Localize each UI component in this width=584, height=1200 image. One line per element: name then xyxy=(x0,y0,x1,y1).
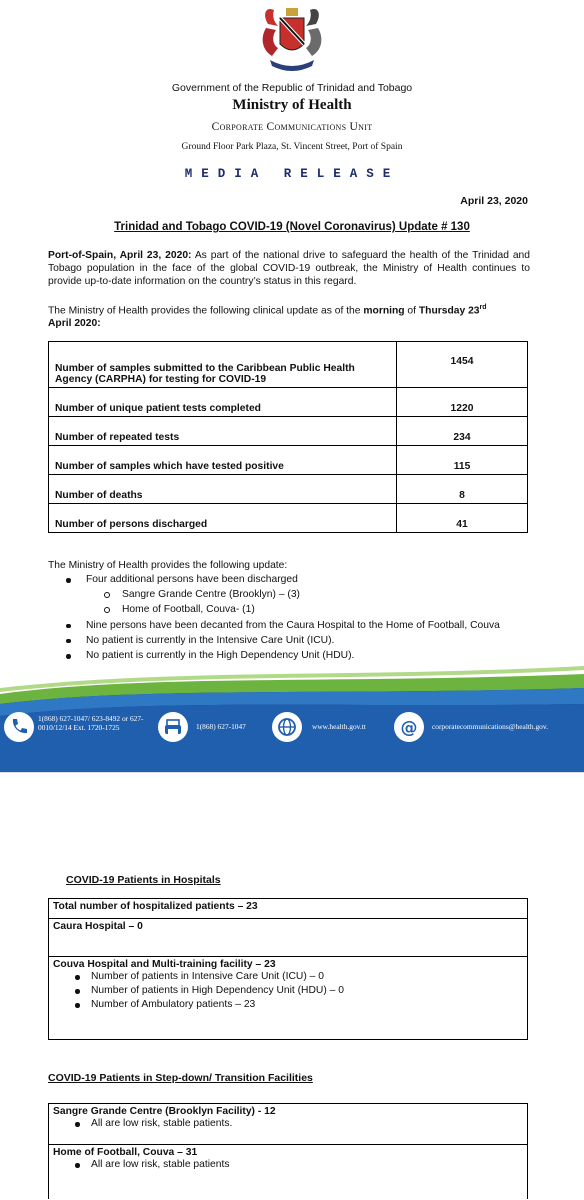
list-item xyxy=(48,587,548,602)
clinical-intro-text: The Ministry of Health provides the following clinical update as of the xyxy=(48,305,364,317)
table-row xyxy=(49,504,528,533)
bullet-icon xyxy=(75,989,80,994)
clinical-intro-day: Thursday 23 xyxy=(418,305,480,317)
table-row xyxy=(49,342,528,388)
list-item-text: All are low risk, stable patients. xyxy=(91,1118,233,1129)
clinical-intro-morning: morning xyxy=(363,305,405,317)
bullet-icon xyxy=(75,1122,80,1127)
list-item-text: No patient is currently in the High Dependency Unit (HDU). xyxy=(86,650,355,662)
stat-label: Number of deaths xyxy=(49,475,397,504)
bullet-icon xyxy=(75,1003,80,1008)
bullet-icon xyxy=(66,654,71,659)
list-item-text: No patient is currently in the Intensive Care Unit (ICU). xyxy=(86,634,335,646)
total-hospitalized: Total number of hospitalized patients – 23 xyxy=(49,899,527,919)
list-item-text: Home of Football, Couva- (1) xyxy=(122,604,255,616)
contact-footer xyxy=(0,660,584,772)
list-item xyxy=(48,618,548,633)
phone-numbers: 1(868) 627-1047/ 623-8492 or 627-0010/12/14 Ext. 1720-1725 xyxy=(38,714,144,732)
sangre-grande-row xyxy=(49,1104,527,1145)
website-link[interactable]: www.health.gov.tt xyxy=(312,722,366,731)
release-date: April 23, 2020 xyxy=(460,195,528,207)
bullet-icon xyxy=(66,639,71,644)
list-item-text: Number of patients in Intensive Care Unit (ICU) – 0 xyxy=(91,971,324,982)
update-heading: The Ministry of Health provides the following update: xyxy=(48,560,288,571)
stat-value: 1220 xyxy=(397,388,528,417)
list-item xyxy=(48,572,548,587)
email-link[interactable]: corporatecommunications@health.gov. xyxy=(432,722,548,731)
page-divider xyxy=(0,772,584,793)
list-item xyxy=(53,998,523,1012)
stepdown-section-title: COVID-19 Patients in Step-down/ Transition Facilities xyxy=(48,1072,313,1084)
stat-label: Number of repeated tests xyxy=(49,417,397,446)
couva-hospital-row xyxy=(49,957,527,1014)
address: Ground Floor Park Plaza, St. Vincent Street, Port of Spain xyxy=(181,142,403,152)
list-item xyxy=(53,984,523,998)
media-release-heading: MEDIA RELEASE xyxy=(184,167,400,181)
stat-value: 8 xyxy=(397,475,528,504)
stat-value: 115 xyxy=(397,446,528,475)
government-name: Government of the Republic of Trinidad and Tobago xyxy=(171,82,413,94)
circle-bullet-icon xyxy=(104,607,110,613)
ministry-name: Ministry of Health xyxy=(232,97,352,113)
stat-value: 1454 xyxy=(397,342,528,388)
clinical-update-intro xyxy=(48,302,530,331)
bullet-icon xyxy=(75,975,80,980)
stat-label: Number of samples submitted to the Caribbean Public Health Agency (CARPHA) for testing for COVID-19 xyxy=(49,342,397,388)
circle-bullet-icon xyxy=(104,592,110,598)
clinical-intro-of: of xyxy=(404,305,419,317)
table-row xyxy=(49,388,528,417)
home-of-football-row xyxy=(49,1145,527,1174)
intro-paragraph xyxy=(48,250,530,288)
table-row xyxy=(49,446,528,475)
unit-name: Corporate Communications Unit xyxy=(211,121,373,133)
stat-value: 234 xyxy=(397,417,528,446)
list-item xyxy=(53,970,523,984)
stat-value: 41 xyxy=(397,504,528,533)
phone-icon xyxy=(4,712,34,742)
stat-label: Number of samples which have tested positive xyxy=(49,446,397,475)
caura-hospital-row: Caura Hospital – 0 xyxy=(49,919,527,957)
list-item-text: Sangre Grande Centre (Brooklyn) – (3) xyxy=(122,589,300,601)
intro-lead: Port-of-Spain, April 23, 2020: xyxy=(48,250,192,261)
bullet-icon xyxy=(66,578,71,583)
table-row xyxy=(49,417,528,446)
list-item-text: Number of Ambulatory patients – 23 xyxy=(91,999,256,1010)
coat-of-arms-logo xyxy=(248,4,336,74)
clinical-stats-table xyxy=(48,341,528,533)
stepdown-table xyxy=(48,1103,528,1199)
couva-hospital-list xyxy=(53,970,523,1012)
table-row xyxy=(49,475,528,504)
patients-page xyxy=(0,792,584,1200)
globe-icon xyxy=(272,712,302,742)
list-item xyxy=(48,633,548,648)
sangre-grande-label: Sangre Grande Centre (Brooklyn Facility) - 12 xyxy=(53,1106,276,1117)
clinical-intro-month: April 2020: xyxy=(48,318,101,330)
home-of-football-list xyxy=(53,1158,523,1172)
list-item-text: All are low risk, stable patients xyxy=(91,1159,230,1170)
sangre-grande-list xyxy=(53,1117,523,1131)
stat-label: Number of unique patient tests completed xyxy=(49,388,397,417)
fax-icon xyxy=(158,712,188,742)
bullet-icon xyxy=(66,624,71,629)
fax-number: 1(868) 627-1047 xyxy=(196,722,246,731)
email-icon xyxy=(394,712,424,742)
hospitals-section-title: COVID-19 Patients in Hospitals xyxy=(66,874,221,886)
list-item-text: Four additional persons have been discharged xyxy=(86,574,298,585)
list-item xyxy=(53,1158,523,1172)
home-of-football-label: Home of Football, Couva – 31 xyxy=(53,1147,198,1158)
stat-label: Number of persons discharged xyxy=(49,504,397,533)
release-title: Trinidad and Tobago COVID-19 (Novel Coronavirus) Update # 130 xyxy=(114,221,470,233)
bullet-icon xyxy=(75,1163,80,1168)
hospitals-table xyxy=(48,898,528,1040)
list-item-text: Nine persons have been decanted from the Caura Hospital to the Home of Football, Couva xyxy=(86,619,500,631)
update-list xyxy=(48,572,548,663)
list-item xyxy=(48,602,548,617)
clinical-intro-sup: rd xyxy=(479,304,487,311)
svg-text:@: @ xyxy=(400,718,418,738)
list-item-text: Number of patients in High Dependency Unit (HDU) – 0 xyxy=(91,985,344,996)
list-item xyxy=(53,1117,523,1131)
couva-hospital-label: Couva Hospital and Multi-training facility – 23 xyxy=(53,959,276,970)
intro-body: As part of the national drive to safeguard the health of the Trinidad and Tobago population in the face of the global COVID-19 outbreak, the Ministry of Health continues to provide up-to-date information on the country’s status in this regard. xyxy=(48,250,530,287)
